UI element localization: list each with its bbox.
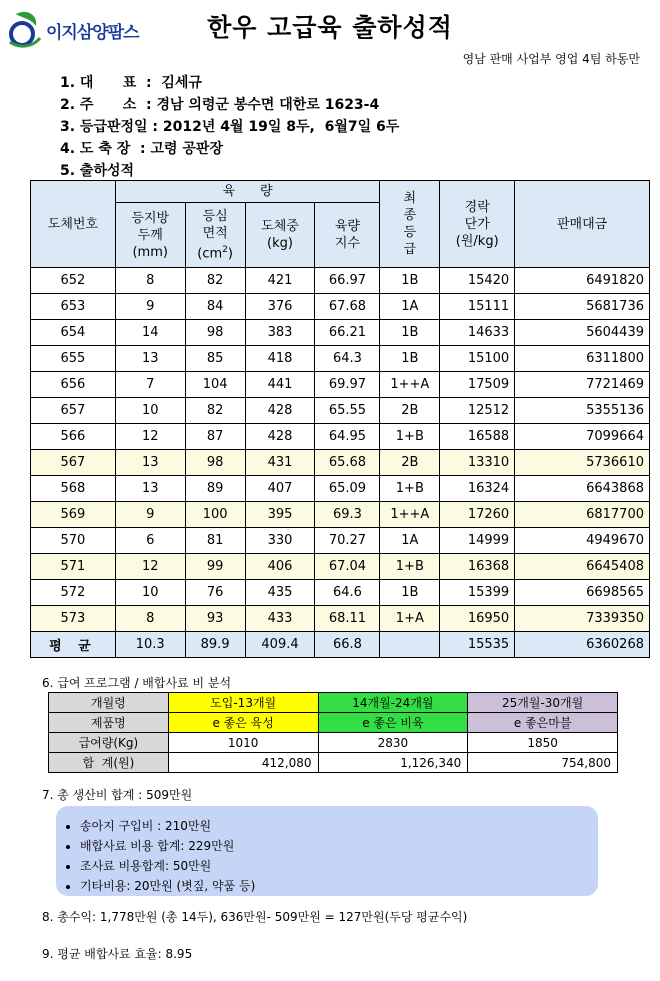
info-address: 2. 주 소 : 경남 의령군 봉수면 대한로 1623-4 [60,97,380,113]
cell-carcass-no: 571 [31,554,116,580]
cell-unit-price: 16368 [440,554,515,580]
cell-yield-index: 65.09 [315,476,380,502]
cell-loin-area: 89 [185,476,245,502]
cell-carcass-no: 573 [31,606,116,632]
table-row [31,606,650,632]
cell-yield-index: 66.21 [315,320,380,346]
cell-grade: 1A [380,294,440,320]
feed-label-total: 합 계(원) [49,753,169,773]
cell-loin-area: 104 [185,372,245,398]
table-row [31,424,650,450]
average-label: 평 균 [31,632,116,658]
table-row [31,580,650,606]
cell-unit-price: 16950 [440,606,515,632]
cost-feed: • 배합사료 비용 합계: 229만원 [80,836,598,856]
cell-sales: 5736610 [515,450,650,476]
cell-loin-area: 98 [185,450,245,476]
cell-unit-price: 15111 [440,294,515,320]
cell-grade: 1+B [380,424,440,450]
cell-sales: 6643868 [515,476,650,502]
cell-backfat: 14 [115,320,185,346]
cell-carcass-no: 566 [31,424,116,450]
cell-loin-area: 93 [185,606,245,632]
cell-sales: 4949670 [515,528,650,554]
cell-grade: 1+A [380,606,440,632]
cell-loin-area: 85 [185,346,245,372]
avg-loin-area: 89.9 [185,632,245,658]
cell-unit-price: 15100 [440,346,515,372]
cell-yield-index: 70.27 [315,528,380,554]
cell-weight: 418 [245,346,315,372]
feed-product-2: e 좋은 비육 [318,713,468,733]
average-row [31,632,650,658]
col-unit-price: 경락 단가 (원/kg) [440,181,515,268]
cell-grade: 1B [380,320,440,346]
cell-weight: 406 [245,554,315,580]
table-row [31,268,650,294]
cell-loin-area: 82 [185,398,245,424]
col-carcass-weight: 도체중 (kg) [245,203,315,268]
cell-yield-index: 64.95 [315,424,380,450]
cell-loin-area: 87 [185,424,245,450]
cell-loin-area: 98 [185,320,245,346]
cell-loin-area: 81 [185,528,245,554]
cost-roughage: • 조사료 비용합계: 50만원 [80,856,598,876]
table-row [31,294,650,320]
cell-yield-index: 67.04 [315,554,380,580]
col-meat-yield-group: 육 량 [115,181,380,203]
cell-yield-index: 69.97 [315,372,380,398]
income-line: 8. 총수익: 1,778만원 (총 14두), 636만원- 509만원 = 127만원(두당 평균수익) [42,910,468,924]
cell-backfat: 9 [115,294,185,320]
table-row [31,528,650,554]
cell-carcass-no: 572 [31,580,116,606]
col-loin-area: 등심 면적 $(cm^2)$ [185,203,245,268]
cell-weight: 407 [245,476,315,502]
cell-grade: 1B [380,268,440,294]
feed-total-1: 412,080 [168,753,318,773]
cell-weight: 421 [245,268,315,294]
cell-sales: 6311800 [515,346,650,372]
col-final-grade: 최 종 등 급 [380,181,440,268]
col-carcass-no: 도체번호 [31,181,116,268]
cell-weight: 395 [245,502,315,528]
cell-carcass-no: 654 [31,320,116,346]
cell-loin-area: 84 [185,294,245,320]
cell-carcass-no: 652 [31,268,116,294]
cell-unit-price: 17260 [440,502,515,528]
feed-product-1: e 좋은 육성 [168,713,318,733]
cell-backfat: 10 [115,398,185,424]
info-results-heading: 5. 출하성적 [60,163,135,179]
cell-backfat: 12 [115,554,185,580]
shipment-results-table [30,180,650,658]
cell-weight: 428 [245,424,315,450]
cell-yield-index: 64.3 [315,346,380,372]
cost-other: • 기타비용: 20만원 (볏짚, 약품 등) [80,876,598,896]
table-row [31,398,650,424]
cell-yield-index: 67.68 [315,294,380,320]
col-yield-index: 육량 지수 [315,203,380,268]
cell-unit-price: 14999 [440,528,515,554]
page-title: 한우 고급육 출하성적 [207,13,453,42]
feed-label-amount: 급여량(Kg) [49,733,169,753]
cell-unit-price: 15399 [440,580,515,606]
cell-backfat: 13 [115,476,185,502]
cell-backfat: 8 [115,268,185,294]
info-representative: 1. 대 표 : 김세규 [60,75,202,91]
feed-amount-1: 1010 [168,733,318,753]
page-subtitle: 영남 판매 사업부 영업 4팀 하동만 [462,52,640,66]
cell-yield-index: 66.97 [315,268,380,294]
cell-unit-price: 17509 [440,372,515,398]
cell-unit-price: 16588 [440,424,515,450]
avg-yield-index: 66.8 [315,632,380,658]
feed-period-2: 14개월-24개월 [318,693,468,713]
avg-grade [380,632,440,658]
cost-calf: • 송아지 구입비 : 210만원 [80,816,598,836]
cell-backfat: 8 [115,606,185,632]
cell-sales: 5604439 [515,320,650,346]
info-grading-date: 3. 등급판정일 : 2012년 4월 19일 8두, 6월7일 6두 [60,119,400,135]
cell-grade: 1++A [380,502,440,528]
feed-amount-2: 2830 [318,733,468,753]
cell-carcass-no: 568 [31,476,116,502]
table-row [31,450,650,476]
feed-period-1: 도입-13개월 [168,693,318,713]
cell-backfat: 7 [115,372,185,398]
cell-weight: 428 [245,398,315,424]
cell-unit-price: 15420 [440,268,515,294]
cell-sales: 5355136 [515,398,650,424]
cell-carcass-no: 569 [31,502,116,528]
info-slaughterhouse: 4. 도 축 장 : 고령 공판장 [60,141,223,157]
table-row [31,346,650,372]
cell-backfat: 12 [115,424,185,450]
feed-label-age: 개월령 [49,693,169,713]
avg-sales: 6360268 [515,632,650,658]
cell-carcass-no: 570 [31,528,116,554]
cell-carcass-no: 653 [31,294,116,320]
cell-unit-price: 14633 [440,320,515,346]
cell-backfat: 9 [115,502,185,528]
feed-section-title: 6. 급여 프로그램 / 배합사료 비 분석 [42,676,232,690]
cell-yield-index: 68.11 [315,606,380,632]
cell-weight: 431 [245,450,315,476]
avg-weight: 409.4 [245,632,315,658]
cell-grade: 1++A [380,372,440,398]
cell-yield-index: 65.55 [315,398,380,424]
cell-sales: 6645408 [515,554,650,580]
avg-backfat: 10.3 [115,632,185,658]
cell-grade: 1+B [380,554,440,580]
cell-unit-price: 16324 [440,476,515,502]
cell-loin-area: 82 [185,268,245,294]
cell-loin-area: 99 [185,554,245,580]
cell-unit-price: 13310 [440,450,515,476]
cell-grade: 2B [380,398,440,424]
cell-sales: 6817700 [515,502,650,528]
cell-weight: 433 [245,606,315,632]
cell-grade: 1A [380,528,440,554]
cell-carcass-no: 657 [31,398,116,424]
cell-sales: 7721469 [515,372,650,398]
cell-sales: 7339350 [515,606,650,632]
cell-yield-index: 69.3 [315,502,380,528]
col-sales: 판매대금 [515,181,650,268]
cell-unit-price: 12512 [440,398,515,424]
cell-carcass-no: 656 [31,372,116,398]
cost-breakdown-box [56,806,598,896]
cell-grade: 1B [380,346,440,372]
feed-amount-3: 1850 [468,733,618,753]
col-backfat: 등지방 두께 (mm) [115,203,185,268]
cell-sales: 6698565 [515,580,650,606]
cell-grade: 1+B [380,476,440,502]
table-row [31,372,650,398]
feed-program-table [48,692,618,773]
cell-sales: 6491820 [515,268,650,294]
cell-weight: 435 [245,580,315,606]
feed-total-2: 1,126,340 [318,753,468,773]
cell-yield-index: 64.6 [315,580,380,606]
cell-sales: 5681736 [515,294,650,320]
cell-backfat: 13 [115,346,185,372]
table-row [31,502,650,528]
feed-total-3: 754,800 [468,753,618,773]
feed-period-3: 25개월-30개월 [468,693,618,713]
table-row [31,320,650,346]
cell-loin-area: 100 [185,502,245,528]
cell-carcass-no: 567 [31,450,116,476]
cell-weight: 383 [245,320,315,346]
cell-grade: 2B [380,450,440,476]
efficiency-line: 9. 평균 배합사료 효율: 8.95 [42,947,193,961]
cell-grade: 1B [380,580,440,606]
cell-carcass-no: 655 [31,346,116,372]
cell-sales: 7099664 [515,424,650,450]
feed-label-product: 제품명 [49,713,169,733]
cell-backfat: 6 [115,528,185,554]
cell-weight: 376 [245,294,315,320]
cell-loin-area: 76 [185,580,245,606]
cost-section-title: 7. 총 생산비 합계 : 509만원 [42,788,193,802]
cell-weight: 441 [245,372,315,398]
cell-yield-index: 65.68 [315,450,380,476]
avg-unit-price: 15535 [440,632,515,658]
cell-backfat: 13 [115,450,185,476]
cell-weight: 330 [245,528,315,554]
cell-backfat: 10 [115,580,185,606]
table-row [31,476,650,502]
logo-text: 이지삼양팜스 [46,23,139,43]
feed-product-3: e 좋은마블 [468,713,618,733]
table-row [31,554,650,580]
